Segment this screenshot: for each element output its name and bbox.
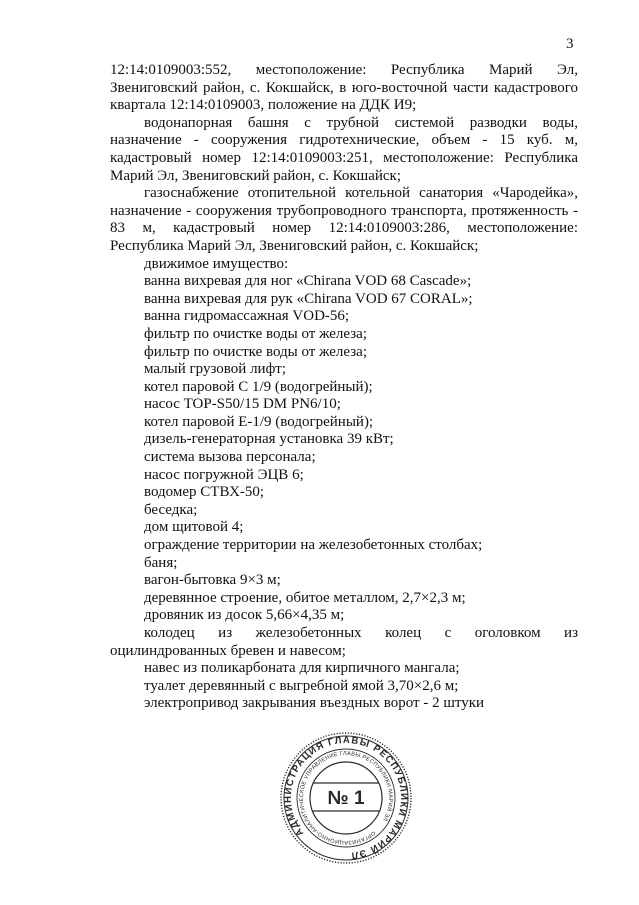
list-item: малый грузовой лифт; <box>144 361 287 378</box>
seal-outer-text: АДМИНИСТРАЦИЯ ГЛАВЫ РЕСПУБЛИКИ МАРИЙ ЭЛ <box>282 734 410 861</box>
list-item: туалет деревянный с выгребной ямой 3,70×2,6 м; <box>144 677 459 694</box>
official-seal-stamp <box>279 731 413 865</box>
paragraph-gas-supply: газоснабжение отопительной котельной санатория «Чародейка», назначение - сооружения трубопроводного транспорта, протяженность - 83 м, кадастровый номер 12:14:0109003:286, местоположение: Республика Марий Эл, Звениговский район, с. Кокшайск; <box>110 185 578 254</box>
list-item: беседка; <box>144 501 198 518</box>
list-item: котел паровой С 1/9 (водогрейный); <box>144 378 373 395</box>
list-item: деревянное строение, обитое металлом, 2,7×2,3 м; <box>144 589 466 606</box>
list-item: ограждение территории на железобетонных столбах; <box>144 537 483 554</box>
list-item: фильтр по очистке воды от железа; <box>144 343 368 360</box>
list-item: насос TOP-S50/15 DM PN6/10; <box>144 396 341 413</box>
list-item: ванна гидромассажная VOD-56; <box>144 308 350 325</box>
list-item: фильтр по очистке воды от железа; <box>144 325 368 342</box>
seal-number: № 1 <box>327 788 365 809</box>
seal-inner-text: ОРГАНИЗАЦИОННО-АНАЛИТИЧЕСКОЕ УПРАВЛЕНИЕ ГЛАВЫ РЕСПУБЛИКИ МАРИЙ ЭЛ <box>298 750 394 846</box>
list-item: насос погружной ЭЦВ 6; <box>144 466 304 483</box>
list-item: дом щитовой 4; <box>144 519 244 536</box>
list-item: система вызова персонала; <box>144 449 316 466</box>
document-body <box>110 62 578 713</box>
list-item: водомер СТВХ-50; <box>144 484 265 501</box>
paragraph-water-tower: водонапорная башня с трубной системой разводки воды, назначение - сооружения гидротехнические, объем - 15 куб. м, кадастровый номер 12:14:0109003:251, местоположение: Республика Марий Эл, Звениговский район, с. Кокшайск; <box>110 114 578 184</box>
list-item: вагон-бытовка 9×3 м; <box>144 572 281 589</box>
list-item: дизель-генераторная установка 39 кВт; <box>144 431 394 448</box>
list-item: движимое имущество: <box>144 255 289 272</box>
list-item: электропривод закрывания въездных ворот - 2 штуки <box>144 695 485 712</box>
list-item: навес из поликарбоната для кирпичного мангала; <box>144 660 460 677</box>
list-item: дровяник из досок 5,66×4,35 м; <box>144 607 345 624</box>
list-item: баня; <box>144 554 178 571</box>
page-number: 3 <box>566 36 574 52</box>
list-item: ванна вихревая для рук «Chirana VOD 67 CORAL»; <box>144 290 473 307</box>
list-item: котел паровой Е-1/9 (водогрейный); <box>144 413 374 430</box>
paragraph-well: колодец из железобетонных колец с оголовком из оцилиндрованных бревен и навесом; <box>110 625 578 659</box>
paragraph-cadastral-continuation: 12:14:0109003:552, местоположение: Республика Марий Эл, Звениговский район, с. Кокшайск, в юго-восточной части кадастрового квартала 12:14:0109003, положение на ДДК И9; <box>110 62 578 114</box>
list-item: ванна вихревая для ног «Chirana VOD 68 Cascade»; <box>144 273 472 290</box>
